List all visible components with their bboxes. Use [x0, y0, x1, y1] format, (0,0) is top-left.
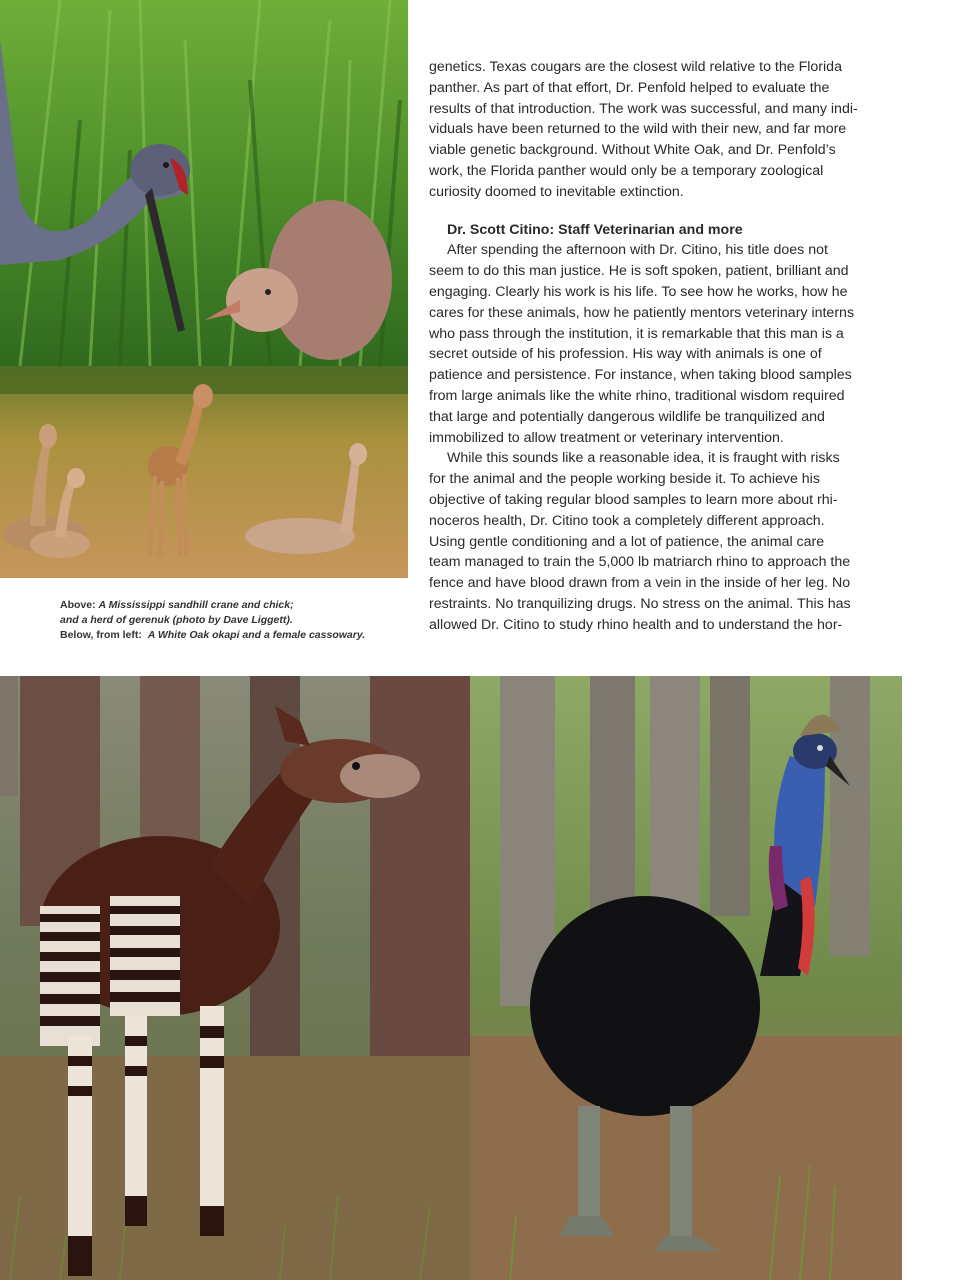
photo-caption [60, 598, 400, 643]
body-line: seem to do this man justice. He is soft spoken, patient, brilliant and [429, 263, 849, 280]
okapi-photo [0, 676, 470, 1280]
body-line: allowed Dr. Citino to study rhino health and to understand the hor- [429, 616, 843, 633]
body-line: immobilized to allow treatment or veterinary intervention. [429, 429, 784, 446]
body-line: team managed to train the 5,000 lb matriarch rhino to approach the [429, 554, 851, 571]
body-line: who pass through the institution, it is remarkable that this man is a [429, 325, 844, 342]
body-line: noceros health, Dr. Citino took a completely different approach. [429, 512, 825, 529]
section-heading: Dr. Scott Citino: Staff Veterinarian and more [447, 221, 743, 238]
body-line: patience and persistence. For instance, when taking blood samples [429, 367, 852, 384]
crane-photo [0, 0, 408, 366]
body-line: engaging. Clearly his work is his life. To see how he works, how he [429, 283, 848, 300]
body-line: cares for these animals, how he patiently mentors veterinary interns [429, 304, 855, 321]
body-line: results of that introduction. The work was successful, and many indi- [429, 100, 858, 117]
body-line: viable genetic background. Without White Oak, and Dr. Penfold’s [429, 142, 836, 159]
caption-below-label: Below, from left: [60, 629, 142, 641]
gerenuk-photo [0, 366, 408, 578]
body-line: fence and have blood drawn from a vein in the inside of her leg. No [429, 575, 851, 592]
caption-below-text: A White Oak okapi and a female cassowary. [147, 629, 366, 641]
body-line: viduals have been returned to the wild with their new, and far more [429, 121, 847, 138]
caption-above-text-2: and a herd of gerenuk (photo by Dave Liggett). [60, 614, 293, 626]
body-line: While this sounds like a reasonable idea, it is fraught with risks [447, 450, 840, 467]
body-line: restraints. No tranquilizing drugs. No stress on the animal. This has [429, 595, 851, 612]
body-line: panther. As part of that effort, Dr. Penfold helped to evaluate the [429, 79, 830, 96]
body-line: After spending the afternoon with Dr. Citino, his title does not [447, 242, 828, 259]
body-line: Using gentle conditioning and a lot of patience, the animal care [429, 533, 825, 550]
body-line: secret outside of his profession. His way with animals is one of [429, 346, 822, 363]
body-line: from large animals like the white rhino, traditional wisdom required [429, 387, 845, 404]
body-line: work, the Florida panther would only be a temporary zoological [429, 162, 824, 179]
cassowary-photo [470, 676, 902, 1280]
caption-above-text: A Mississippi sandhill crane and chick; [98, 599, 294, 611]
caption-above-label: Above: [60, 599, 96, 611]
body-line: genetics. Texas cougars are the closest wild relative to the Florida [429, 59, 842, 75]
body-line: objective of taking regular blood samples to learn more about rhi- [429, 491, 838, 508]
body-line: curiosity doomed to inevitable extinction. [429, 183, 684, 200]
body-line: for the animal and the people working beside it. To achieve his [429, 471, 820, 488]
article-body [429, 57, 899, 636]
body-line: that large and potentially dangerous wildlife be tranquilized and [429, 408, 825, 425]
